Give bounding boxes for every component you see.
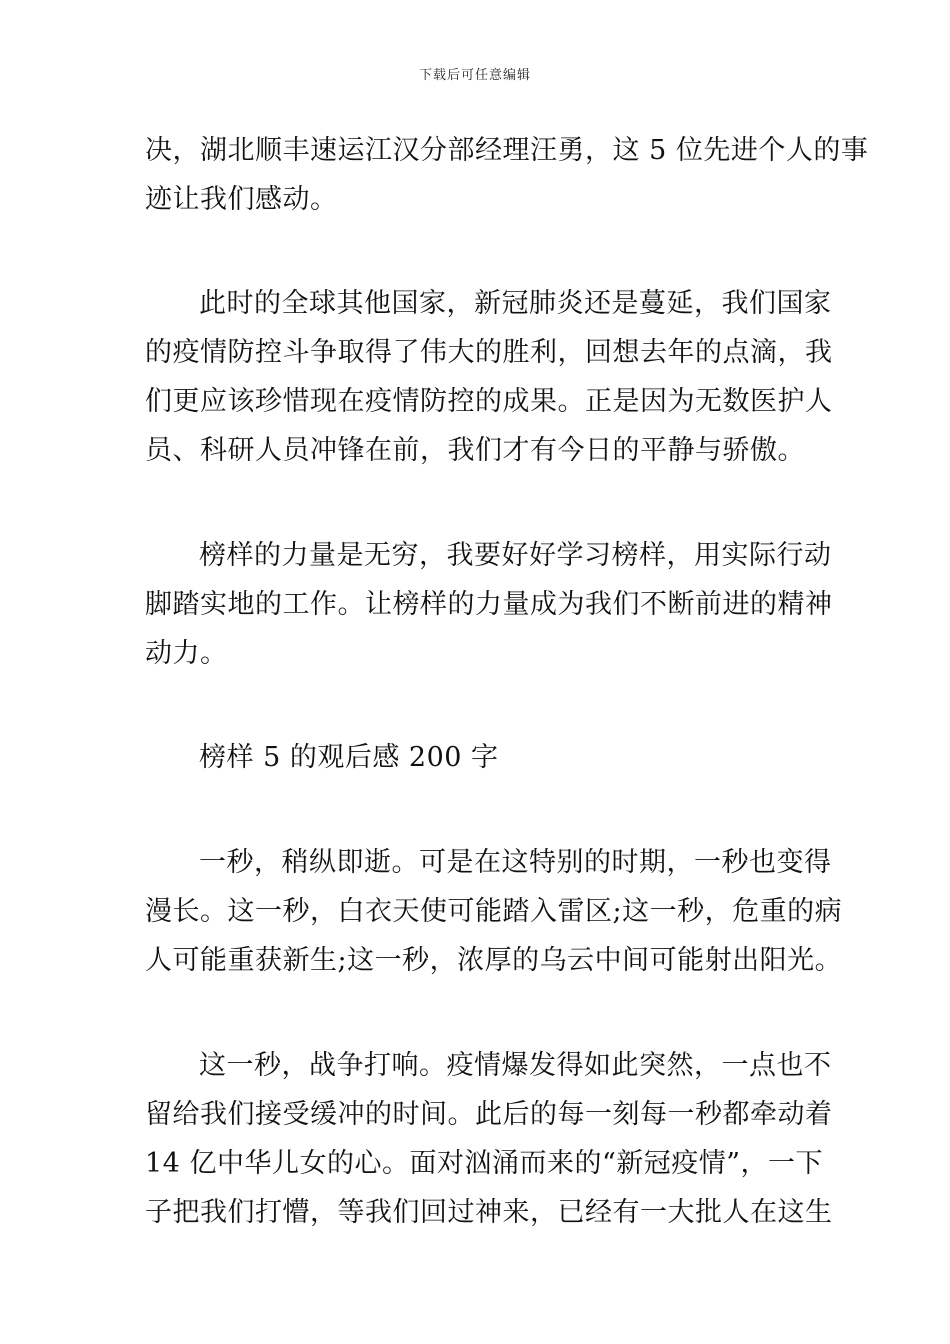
- text-line: 的疫情防控斗争取得了伟大的胜利，回想去年的点滴，我: [145, 337, 833, 368]
- text-line: 子把我们打懵，等我们回过神来，已经有一大批人在这生: [145, 1197, 833, 1228]
- text-line: 这一秒，战争打响。疫情爆发得如此突然，一点也不: [199, 1050, 832, 1081]
- document-body: [145, 126, 869, 1237]
- paragraph-1: [145, 126, 869, 224]
- section-heading: [145, 733, 810, 782]
- text-line: 漫长。这一秒，白衣天使可能踏入雷区;这一秒，危重的病: [145, 896, 843, 927]
- text-line: 留给我们接受缓冲的时间。此后的每一刻每一秒都牵动着: [145, 1099, 833, 1130]
- text-line: 迹让我们感动。: [145, 184, 338, 215]
- paragraph-4: [145, 838, 843, 985]
- text-line: 决，湖北顺丰速运江汉分部经理汪勇，这 5 位先进个人的事: [145, 135, 869, 166]
- text-line: 一秒，稍纵即逝。可是在这特别的时期，一秒也变得: [199, 847, 832, 878]
- paragraph-2: [145, 279, 833, 475]
- text-line: 此时的全球其他国家，新冠肺炎还是蔓延，我们国家: [199, 288, 832, 319]
- text-line: 脚踏实地的工作。让榜样的力量成为我们不断前进的精神: [145, 589, 833, 620]
- text-line: 榜样的力量是无穷，我要好好学习榜样，用实际行动: [199, 540, 832, 571]
- text-line: 人可能重获新生;这一秒，浓厚的乌云中间可能射出阳光。: [145, 945, 843, 976]
- text-line: 动力。: [145, 638, 228, 669]
- paragraph-5: [145, 1041, 833, 1237]
- text-line: 14 亿中华儿女的心。面对汹涌而来的“新冠疫情”，一下: [145, 1148, 824, 1179]
- paragraph-3: [145, 531, 833, 678]
- text-line: 榜样 5 的观后感 200 字: [199, 742, 499, 773]
- text-line: 员、科研人员冲锋在前，我们才有今日的平静与骄傲。: [145, 435, 805, 466]
- page-header: 下载后可任意编辑: [418, 68, 531, 83]
- text-line: 们更应该珍惜现在疫情防控的成果。正是因为无数医护人: [145, 386, 833, 417]
